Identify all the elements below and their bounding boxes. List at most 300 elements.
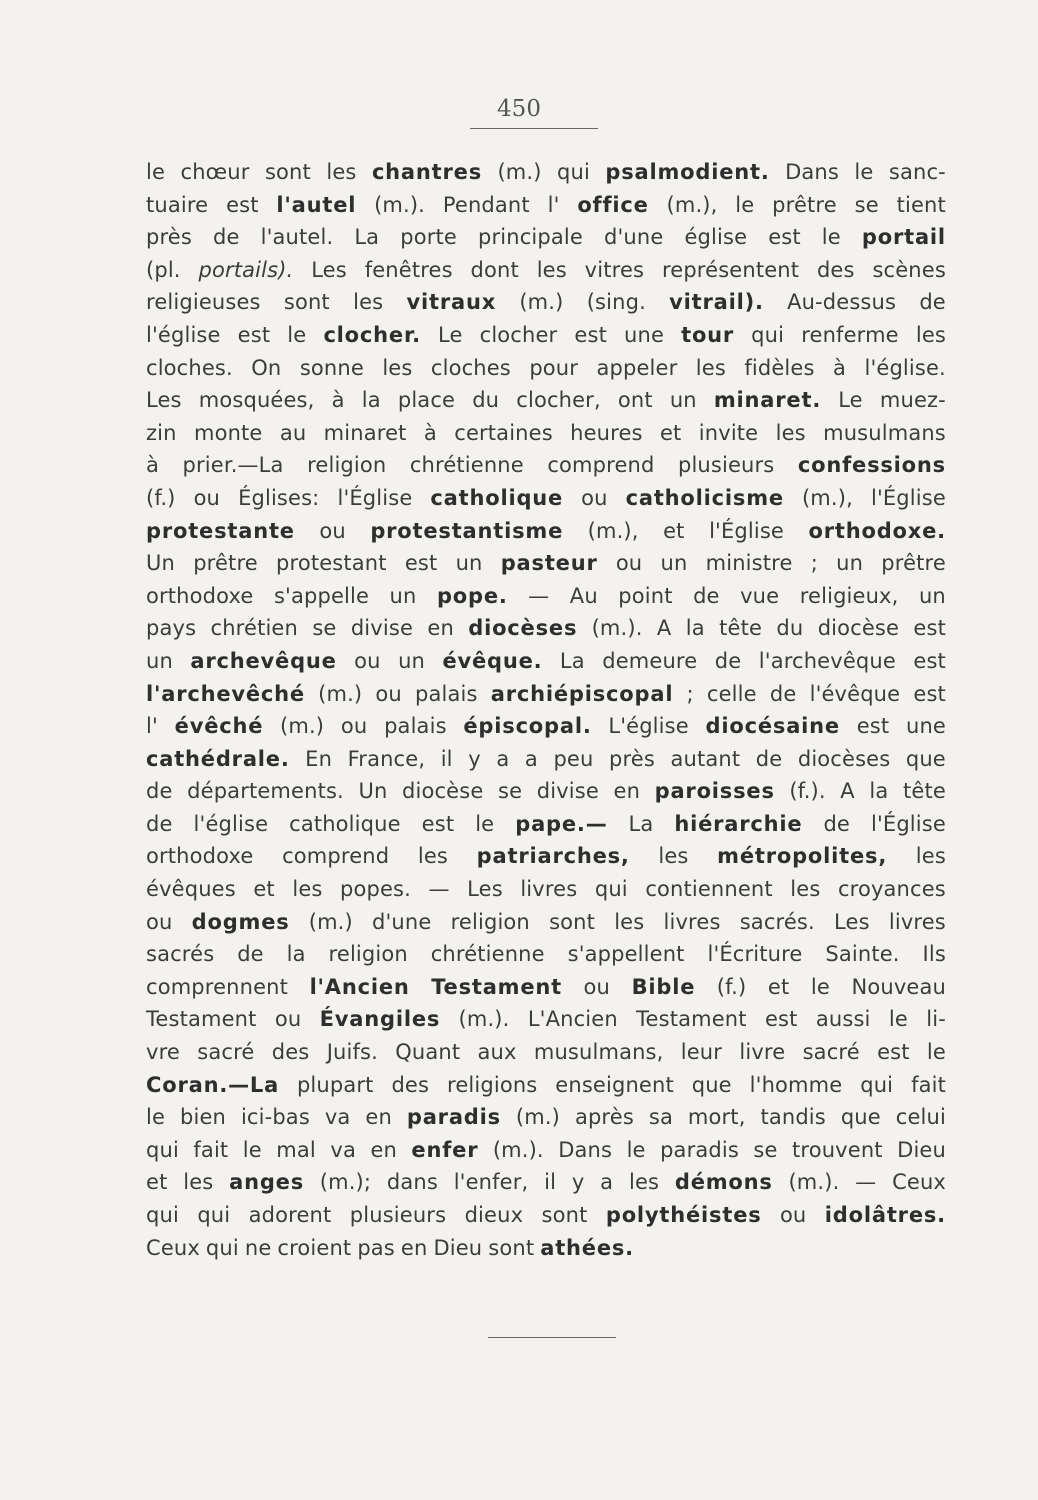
word: religion [307,453,387,478]
text-line [146,714,946,747]
word: (pl. [146,257,181,282]
word: se [312,616,337,641]
word: Le [437,322,463,347]
text-line [146,421,946,454]
word: plupart [296,1072,374,1097]
word: livre [739,1040,786,1065]
word: pays [146,616,197,641]
text-line [146,779,946,812]
text-line [146,649,946,682]
word: ou [340,714,368,739]
word: celle [706,681,757,706]
word: représentent [661,257,800,282]
word: cloches [430,355,511,380]
word: (m.) [318,681,363,706]
word: qui [557,160,590,184]
word: Un [146,551,175,576]
word: en [613,779,641,804]
bold-term: clocher. [323,322,421,347]
word: ont [617,388,653,413]
word: La [559,648,585,673]
word: est [913,616,946,641]
word: palais [415,681,478,706]
word: prêtre [881,551,946,576]
word: tandis [760,1105,826,1130]
word: la [869,779,889,804]
word: ; [810,551,818,576]
word: religions [447,1072,538,1097]
word: Pendant [442,192,530,217]
word: (f.) [146,485,176,510]
bold-term: protestantisme [370,518,564,543]
word: Au-dessus [787,290,897,315]
word: (m.), [801,485,853,510]
word: invite [698,420,759,445]
word: a [524,746,538,771]
word: est [768,225,801,250]
word: musulmans [823,420,946,445]
word: est [856,714,890,739]
word: comprend [282,844,390,869]
word: le [626,1137,646,1162]
word: adorent [248,1203,332,1227]
bold-term: catholicisme [625,485,784,510]
word: sacrés [146,942,215,967]
bold-term: tour [681,322,735,347]
word: certaines [454,420,553,445]
word: les [614,909,645,934]
text-line [146,910,946,943]
word: évêques [146,877,236,902]
word: (m.). [374,192,426,217]
word: mort, [687,1105,746,1130]
word: un [836,551,864,576]
word: le [735,192,755,217]
word: et [253,877,275,902]
word: principale [478,225,583,250]
word: chrétienne [430,942,545,967]
text-line [146,1040,946,1073]
word: celui [895,1105,946,1130]
bold-term: archevêque [190,648,337,673]
text-line [146,942,946,975]
word: religieux, [799,583,899,608]
word: et [146,1170,168,1195]
word: fidèles [744,355,815,380]
word: mosquées, [198,388,315,413]
word: ou [146,909,173,934]
word: ; [686,681,694,706]
word: A [656,616,672,641]
word: musulmans, [533,1040,664,1065]
word: se [753,1137,778,1162]
word: — [528,583,550,608]
word: pour [529,355,579,380]
bold-term: évêque. [442,648,543,673]
word: d'une [372,909,432,934]
word: monte [193,420,263,445]
word: le [475,811,495,836]
word: le [888,1007,908,1032]
word: le [287,322,307,347]
bold-term: idolâtres. [824,1203,946,1227]
word: église [684,225,748,250]
word: l'Église [709,518,784,543]
text-line [146,290,946,323]
word: Dans [558,1137,613,1162]
text-line [146,453,946,486]
text-line [146,1236,946,1269]
word: l'Église [337,485,413,510]
word: (m.) [308,909,353,934]
word: aussi [815,1007,871,1032]
word: palais [384,714,447,739]
word: la [361,388,381,413]
word: l'homme [749,1072,843,1097]
text-line [146,323,946,356]
word: sacré [197,1040,255,1065]
bold-term: protestante [146,518,295,543]
word: tête [902,779,946,804]
text-line [146,1170,946,1203]
word: (m.); [319,1170,372,1195]
bold-term: l'Ancien [309,974,410,999]
bold-term: l'archevêché [146,681,305,706]
word: une [624,322,665,347]
text-line [146,747,946,780]
word: croient [277,1235,352,1260]
word: A [840,779,855,804]
bold-term: cathédrale. [146,746,290,771]
word: d'une [604,225,664,250]
bold-term: Testament [431,974,562,999]
word: (sing. [586,290,646,315]
word: (m.) [515,1105,560,1130]
word: orthodoxe [146,583,254,608]
word: croyances [837,877,946,902]
word: en [400,1235,428,1260]
word: des [391,1072,430,1097]
bold-term: pope. [436,583,508,608]
bold-term: démons [674,1170,773,1195]
word: et [659,420,682,445]
word: Ceux [146,1235,200,1260]
word: qui [197,1203,231,1227]
bold-term: minaret. [713,388,822,413]
text-line [146,551,946,584]
bold-term: chantres [371,160,482,184]
word: de [146,811,173,836]
word: aux [477,1040,517,1065]
word: à [423,420,437,445]
word: s'appellent [567,942,685,967]
word: religion [450,909,530,934]
word: y [571,1170,585,1195]
word: sacrés. [739,909,815,934]
word: Quant [395,1040,461,1065]
word: L'Ancien [527,1007,618,1032]
word: l'église [146,322,221,347]
word: sont [549,909,596,934]
word: Les [146,388,182,413]
word: Un [358,779,388,804]
word: qui [594,877,628,902]
text-line [146,388,946,421]
word: divise [350,616,414,641]
word: les [790,877,821,902]
word: point [618,583,673,608]
text-line [146,519,946,552]
word: en [365,1105,392,1130]
bold-term: catholique [430,485,564,510]
word: paradis [660,1137,739,1162]
word: qui [860,1072,894,1097]
word: va [330,1137,356,1162]
bold-term: diocésaine [705,714,840,739]
word: contiennent [645,877,773,902]
word: popes. [340,877,411,902]
word: (f.) [716,974,747,999]
word: les [915,844,946,869]
bold-term: archiépiscopal [490,681,674,706]
word: de [919,290,946,315]
word: les [353,290,384,315]
word: la [286,942,306,967]
word: qui [146,1137,179,1162]
word: l' [547,192,560,217]
word: ministre [705,551,793,576]
word: Les [311,257,347,282]
word: qui [205,1235,239,1260]
word: ou [779,1203,807,1227]
word: le [854,160,874,184]
word: dieux [464,1203,524,1227]
bold-term: orthodoxe. [808,518,946,543]
word: catholique [289,811,401,836]
bold-term: portail [861,225,946,250]
word: va [324,1105,351,1130]
text-line [146,616,946,649]
word: Ceux [892,1170,946,1195]
bold-term: épiscopal. [463,714,592,739]
word: Testament [146,1007,257,1032]
word: — [855,1170,877,1195]
word: l'autel. [260,225,334,250]
word: diocèse [817,616,900,641]
page-number: 450 [497,96,541,122]
word: l'église [193,811,269,836]
text-line [146,486,946,519]
bold-term: métropolites, [717,844,888,869]
bold-term: confessions [797,453,946,478]
word: Les [834,909,870,934]
word: a [600,1170,614,1195]
word: — [428,877,450,902]
word: les [183,1170,214,1195]
word: l' [146,714,158,739]
word: Dieu [433,1235,483,1260]
word: peu [553,746,594,771]
word: (m.), [587,518,639,543]
word: diocèse [402,779,484,804]
bold-term: polythéistes [605,1203,762,1227]
word: fait [193,1137,229,1162]
word: le [810,974,830,999]
word: il [544,1170,557,1195]
bold-term: patriarches, [476,844,630,869]
word: un [389,583,417,608]
word: zin [146,420,177,445]
word: divise [536,779,599,804]
word: de [714,648,742,673]
word: France, [347,746,426,771]
word: ou [615,551,643,576]
word: est [764,1007,798,1032]
word: religion [328,942,408,967]
word: les [536,257,567,282]
word: comprend [547,453,655,478]
word: il [440,746,453,771]
bold-term: diocèses [468,616,578,641]
word: au [279,420,307,445]
word: de [146,779,173,804]
word: En [305,746,333,771]
text-line [146,1138,946,1171]
word: les [628,1170,660,1195]
word: un [398,648,425,673]
bold-term: office [577,192,649,217]
word: chrétienne [409,453,524,478]
word: sonne [299,355,364,380]
text-line [146,812,946,845]
word: sont [283,290,330,315]
word: a [496,746,510,771]
word: minaret [323,420,407,445]
word: l'archevêque [758,648,896,673]
bold-term: évêché [174,714,264,739]
word: mal [276,1137,316,1162]
word: qui [751,322,785,347]
word: à [833,355,847,380]
word: (m.). [591,616,643,641]
text-line [146,258,946,291]
word: Nouveau [851,974,946,999]
word: les [915,322,946,347]
text-line [146,1073,946,1106]
word: les [695,355,726,380]
body-text [146,160,946,1268]
word: ou [274,1007,302,1032]
bold-term: pasteur [500,551,598,576]
text-line [146,844,946,877]
word: les [417,844,449,869]
word: l'église. [864,355,946,380]
word: des [271,1040,310,1065]
bottom-rule [488,1337,616,1338]
word: chrétien [210,616,298,641]
word: (m.) [519,290,564,315]
word: est [421,811,455,836]
word: Ils [922,942,946,967]
word: diocèses [797,746,891,771]
word: cloches. [146,355,233,380]
top-rule [470,128,598,129]
word: (m.). [458,1007,510,1032]
word: ou [583,974,611,999]
word: les [326,160,357,184]
word: un [918,583,946,608]
word: et [663,518,685,543]
bold-term: psalmodient. [605,160,770,184]
text-line [146,584,946,617]
bold-term: dogmes [191,909,290,934]
word: chœur [180,160,250,184]
word: sont [541,1203,588,1227]
word: du [472,388,500,413]
word: heures [570,420,643,445]
word: en [370,1137,397,1162]
word: qui [146,1203,179,1227]
text-line [146,682,946,715]
word: la [685,616,705,641]
text-line [146,225,946,258]
word: le [926,1040,946,1065]
word: Dieu [897,1137,946,1162]
word: demeure [602,648,698,673]
word: tient [896,192,946,217]
word: de [769,681,797,706]
word: des [816,257,855,282]
bold-term: Bible [631,974,696,999]
word: place [397,388,456,413]
word: est [877,1040,910,1065]
word: ou [581,485,608,510]
word: s'appelle [273,583,370,608]
word: l'Église [871,811,946,836]
word: pas [357,1235,395,1260]
word: du [776,616,804,641]
word: Au [569,583,598,608]
word: y [468,746,481,771]
word: est [237,322,271,347]
word: trouvent [792,1137,883,1162]
word: l'Église [870,485,946,510]
word: (m.) [497,160,542,184]
word: le [242,1137,262,1162]
word: le [146,1105,166,1130]
bold-term: l'autel [276,192,357,217]
word: porte [400,225,457,250]
word: sont [488,1235,535,1260]
word: se [854,192,879,217]
word: les [658,844,689,869]
word: vue [740,583,780,608]
word: Les [467,877,503,902]
word: sa [648,1105,673,1130]
word: livres [888,909,946,934]
word: sacré [802,1040,860,1065]
word: sanc- [888,160,946,184]
word: ici-bas [240,1105,310,1130]
word: un [146,648,173,673]
word: scènes [872,257,946,282]
word: que [840,1105,881,1130]
word: prêtre [193,551,258,576]
text-line [146,1105,946,1138]
word: autant [670,746,741,771]
word: tête [719,616,763,641]
word: orthodoxe [146,844,254,869]
